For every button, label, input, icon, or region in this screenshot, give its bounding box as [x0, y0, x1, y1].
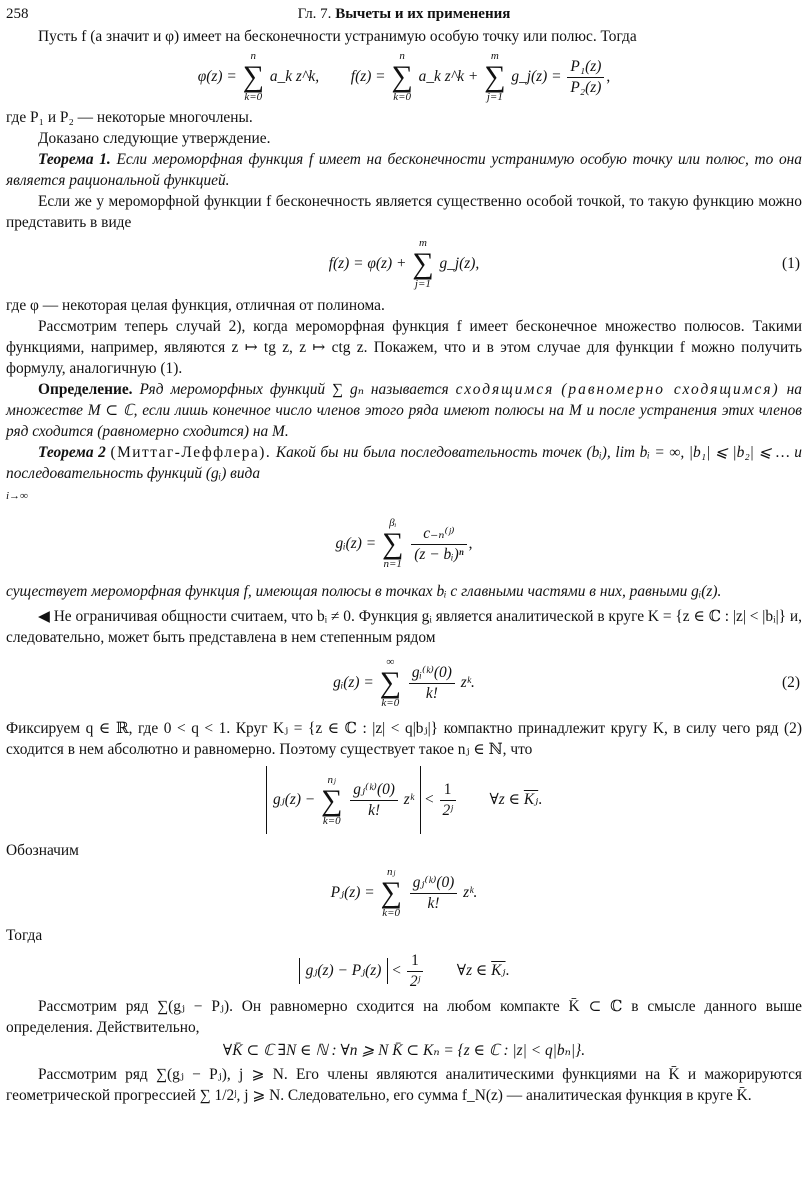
eq1-lhs: f(z) = φ(z) +: [328, 255, 407, 272]
sum-symbol: nⱼ ∑ k=0: [321, 773, 343, 827]
ineq-quantifier: ∀z ∈: [489, 791, 520, 808]
chapter-title: Вычеты и их применения: [335, 6, 511, 22]
sum-lower: j=1: [414, 278, 431, 291]
ineq-term: zᵏ: [403, 791, 415, 809]
sum-upper: nⱼ: [327, 773, 336, 786]
sum-lower: k=0: [393, 91, 411, 104]
running-header: [6, 4, 802, 26]
eq-Pj-lhs: Pⱼ(z) =: [330, 884, 375, 901]
theorem-1: [6, 149, 802, 191]
definition-body-1: Ряд мероморфных функций ∑ gₙ называется: [139, 381, 449, 398]
fraction-numerator: 1: [407, 951, 423, 972]
eq-gi-lhs: gᵢ(z) =: [335, 535, 377, 552]
sum-symbol: n ∑ k=0: [242, 50, 264, 104]
sum-symbol: nⱼ ∑ k=0: [380, 866, 402, 920]
equation-Pj: [6, 861, 802, 925]
equation-2: [6, 648, 802, 718]
sum-lower: k=0: [244, 91, 263, 104]
line-then: Тогда: [6, 927, 43, 944]
chapter-heading: [6, 4, 802, 25]
equation-gi: [6, 507, 802, 581]
paragraph-series-1: Рассмотрим ряд ∑(gⱼ − Pⱼ). Он равномерно сходится на любом компакте K̄ ⊂ ℂ в смысле данного выше определения. Действительно,: [6, 998, 802, 1036]
eq2-term: zᵏ.: [460, 674, 475, 691]
paragraph-proof: ◀ Не ограничивая общности считаем, что bᵢ ≠ 0. Функция gᵢ является аналитической в круге K = {z ∈ ℂ : |z| < |bᵢ|} и, следовательно, может быть представлена в нем степенным рядом: [6, 608, 802, 646]
eq-Pj-term: zᵏ.: [463, 884, 478, 901]
sum-upper: m: [418, 237, 427, 250]
eq-tail: .: [538, 791, 543, 808]
fraction-denominator: k!: [425, 684, 438, 702]
fraction: [440, 780, 456, 821]
definition-term-uniform: (равномерно сходящимся): [561, 381, 780, 398]
theorem-1-body: Если мероморфная функция f имеет на бесконечности устранимую особую точку или полюс, то она является рациональной функцией.: [6, 151, 802, 189]
fraction-denominator: k!: [368, 802, 381, 820]
fraction-denominator: 2ʲ: [442, 801, 453, 819]
eq-phi-term: a_k z^k,: [269, 68, 320, 85]
theorem-2-name: (Миттаг-Леффлера).: [110, 444, 272, 461]
equation-forall: ∀K̄ ⊂ ℂ ∃N ∈ ℕ : ∀n ⩾ N K̄ ⊂ Kₙ = {z ∈ ℂ : |z| < q|bₙ|}.: [222, 1042, 586, 1059]
equation-number: (2): [782, 674, 800, 691]
theorem-1-head: Теорема 1.: [38, 151, 111, 168]
sum-upper: ∞: [386, 656, 395, 669]
paragraph-series-2: Рассмотрим ряд ∑(gⱼ − Pⱼ), j ⩾ N. Его члены являются аналитическими функциями на K̄ и мажорируются геометрической прогрессией ∑ 1/2ʲ, j ⩾ N. Следовательно, его сумма f_N(z) — аналитическая функция в круге K̄.: [6, 1066, 802, 1104]
eq-tail: ,: [468, 535, 473, 552]
sum-symbol: βᵢ ∑ n=1: [382, 517, 404, 571]
paragraph-case2: Рассмотрим теперь случай 2), когда мероморфная функция f имеет бесконечное множество полюсов. Такими функциями, например, являются z ↦ tg z, z ↦ ctg z. Покажем, что и в этом случае для функции f можно получить формулу, аналогичную (1).: [6, 318, 802, 377]
sum-lower: k=0: [382, 907, 401, 920]
absolute-value: [266, 766, 421, 834]
eq-g-term: g_j(z) =: [511, 68, 562, 85]
fraction: [411, 524, 466, 565]
paragraph-fix: Фиксируем q ∈ ℝ, где 0 < q < 1. Круг Kⱼ = {z ∈ ℂ : |z| < q|bⱼ|} компактно принадлежит кругу K, в силу чего ряд (2) сходится в нем абсолютно и равномерно. Поэтому существует такое nⱼ ∈ ℕ, что: [6, 720, 802, 758]
sum-upper: n: [250, 50, 257, 63]
fraction: [410, 873, 458, 914]
line-polynomials: где P₁ и P₂ — некоторые многочлены.: [6, 109, 253, 126]
equation-difference: [6, 946, 802, 996]
sum-upper: n: [399, 50, 405, 63]
fraction-denominator: P₂(z): [570, 78, 602, 96]
page: [6, 4, 802, 1106]
paragraph-intro: Пусть f (а значит и φ) имеет на бесконечности устранимую особую точку или полюс. Тогда: [38, 28, 637, 45]
ineq-lhs: gⱼ(z) −: [272, 791, 316, 809]
ineq-set: $\overline{Kⱼ}$: [523, 791, 539, 808]
sum-lower: k=0: [322, 814, 341, 827]
fraction-denominator: 2ʲ: [409, 972, 421, 990]
theorem-2-limit-subscript: i→∞: [6, 490, 28, 502]
eq-tail: .: [505, 962, 510, 979]
eq1-term: g_j(z),: [439, 255, 480, 272]
fraction-numerator: P₁(z): [567, 57, 604, 78]
line-entire: где φ — некоторая целая функция, отличная от полинома.: [6, 297, 385, 314]
sum-upper: m: [490, 50, 499, 63]
page-number: 258: [6, 6, 29, 22]
ineq-quantifier: ∀z ∈: [456, 962, 488, 979]
chapter-number: Гл. 7.: [297, 6, 332, 22]
ineq-relation: <: [392, 962, 401, 979]
equation-inequality: [6, 760, 802, 840]
eq2-lhs: gᵢ(z) =: [333, 674, 374, 691]
theorem-2-body: Какой бы ни была последовательность точек (bᵢ), lim bᵢ = ∞, |b₁| ⩽ |b₂| ⩽ … и последовательность функций (gᵢ) вида: [6, 444, 802, 482]
fraction: [407, 951, 423, 992]
eq-f-lhs: f(z) =: [350, 68, 386, 85]
sum-upper: nⱼ: [386, 866, 396, 879]
theorem-2-conclusion: существует мероморфная функция f, имеющая полюсы в точках bᵢ с главными частями в них, равными gᵢ(z).: [6, 583, 722, 600]
definition: [6, 379, 802, 442]
sum-upper: βᵢ: [389, 517, 397, 530]
theorem-2-head: Теорема 2: [38, 444, 106, 461]
eq-phi-lhs: φ(z) =: [197, 68, 237, 85]
sum-symbol: m ∑ j=1: [412, 237, 434, 291]
fraction-denominator: k!: [427, 894, 440, 912]
fraction-numerator: gⱼ⁽ᵏ⁾(0): [350, 780, 398, 801]
sum-symbol: m ∑ j=1: [484, 50, 506, 104]
sum-lower: j=1: [486, 91, 503, 104]
theorem-2: [6, 442, 802, 507]
sum-lower: n=1: [383, 558, 402, 571]
line-denote: Обозначим: [6, 842, 79, 859]
fraction: [567, 57, 604, 98]
fraction-numerator: gⱼ⁽ᵏ⁾(0): [410, 873, 458, 894]
definition-body-2: на множестве M ⊂ ℂ, если лишь конечное число членов этого ряда имеют полюсы на M и после устранения этих членов ряд сходится (равномерно сходится) на M.: [6, 381, 802, 440]
definition-term-convergent: сходящимся: [455, 381, 555, 398]
sum-symbol: ∞ ∑ k=0: [379, 656, 401, 710]
definition-head: Определение.: [38, 381, 133, 398]
sum-symbol: n ∑ k=0: [391, 50, 413, 104]
eq-tail: ,: [606, 68, 611, 85]
absolute-value: gⱼ(z) − Pⱼ(z): [299, 958, 389, 984]
line-proved: Доказано следующие утверждение.: [38, 130, 271, 147]
paragraph-essential: Если же у мероморфной функции f бесконечность является существенно особой точкой, то такую функцию можно представить в виде: [6, 193, 802, 231]
ineq-relation: <: [424, 791, 434, 808]
fraction: [350, 780, 398, 821]
fraction-denominator: (z − bᵢ)ⁿ: [414, 545, 464, 563]
fraction-numerator: 1: [440, 780, 456, 801]
sum-lower: k=0: [381, 697, 400, 710]
ineq-set: $\overline{Kⱼ}$: [491, 962, 506, 979]
fraction-numerator: gᵢ⁽ᵏ⁾(0): [409, 663, 455, 684]
equation-phi: [6, 47, 802, 107]
equation-1: [6, 233, 802, 295]
equation-number: (1): [782, 255, 800, 272]
fraction-numerator: c₋ₙ⁽ʲ⁾: [411, 524, 466, 545]
eq-f-term: a_k z^k +: [418, 68, 479, 85]
fraction: [409, 663, 455, 704]
